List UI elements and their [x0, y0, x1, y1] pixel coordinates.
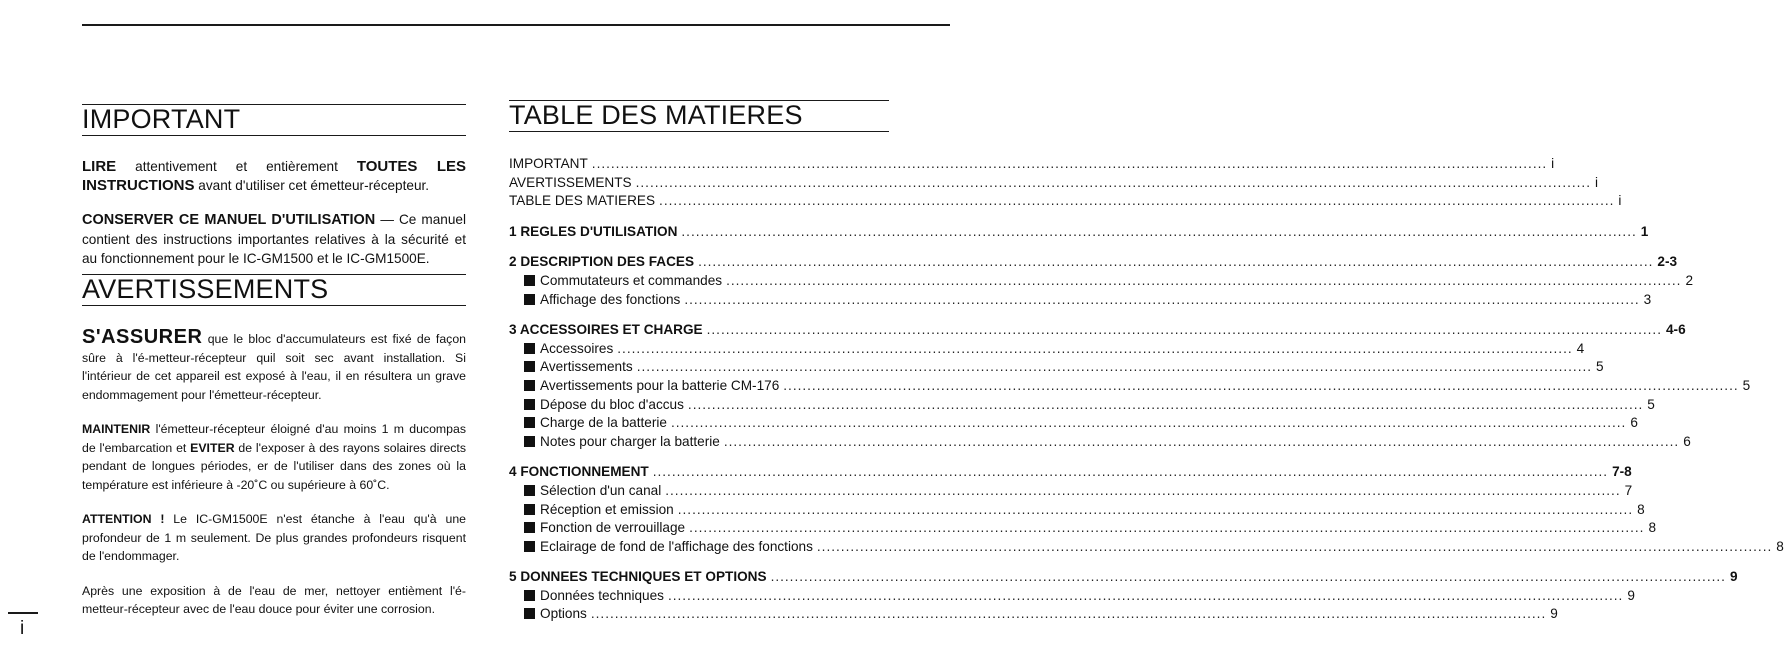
toc-entry[interactable]: [509, 358, 1604, 377]
p4-text-2: de l'exposer à des rayons solaires directs pendant de longues périodes, er de l'utiliser dans des zones où la température est inférieure à -20˚C ou supérieure à 60˚C.: [82, 440, 466, 492]
page-number-rule: [8, 612, 38, 614]
toc-leader-dots: ........................................................................................................................................................................................................: [681, 223, 1637, 239]
toc-entry-text: Eclairage de fond de l'affichage des fonctions: [540, 538, 813, 554]
square-bullet-icon: [524, 343, 535, 354]
toc-entry[interactable]: [509, 291, 1652, 310]
toc-entry-page: 5: [1647, 396, 1655, 412]
toc-entry[interactable]: [509, 192, 1622, 211]
toc-entry-text: Options: [540, 606, 587, 622]
toc-leader-dots: ........................................................................................................................................................................................................: [665, 482, 1621, 498]
toc-entry[interactable]: [509, 174, 1599, 193]
toc-entry[interactable]: [509, 433, 1691, 452]
toc-entry-text: Commutateurs et commandes: [540, 272, 723, 288]
toc-entry-page: 8: [1776, 538, 1784, 554]
toc-leader-dots: ........................................................................................................................................................................................................: [659, 193, 1615, 209]
toc-entry-page: 2: [1685, 272, 1693, 288]
toc-entry[interactable]: [509, 587, 1635, 606]
square-bullet-icon: [524, 380, 535, 391]
toc-entry-label: [524, 358, 633, 377]
toc-entry[interactable]: [509, 340, 1585, 359]
toc-entry-label: [509, 155, 588, 174]
toc-leader-dots: ........................................................................................................................................................................................................: [723, 433, 1680, 449]
toc-leader-dots: ........................................................................................................................................................................................................: [726, 272, 1682, 288]
square-bullet-icon: [524, 436, 535, 447]
toc-leader-dots: ........................................................................................................................................................................................................: [698, 254, 1654, 270]
toc-entry[interactable]: [509, 538, 1784, 557]
toc-entry-page: 7-8: [1612, 464, 1632, 480]
square-bullet-icon: [524, 294, 535, 305]
toc-entry-label: [509, 223, 677, 242]
toc-entry-label: [524, 414, 667, 433]
toc-entry-page: i: [1594, 174, 1599, 190]
square-bullet-icon: [524, 522, 535, 533]
toc-list: [509, 155, 1784, 624]
toc-leader-dots: ........................................................................................................................................................................................................: [652, 464, 1609, 480]
toc-entry-text: Accessoires: [540, 340, 614, 356]
toc-entry-text: Avertissements: [540, 359, 633, 375]
toc-entry-page: 8: [1648, 520, 1657, 536]
toc-entry-page: 4: [1576, 340, 1585, 356]
toc-entry-label: [524, 396, 684, 415]
square-bullet-icon: [524, 399, 535, 410]
square-bullet-icon: [524, 590, 535, 601]
toc-entry-page: 5: [1742, 377, 1751, 393]
square-bullet-icon: [524, 417, 535, 428]
attention-keyword: ATTENTION !: [82, 512, 165, 526]
square-bullet-icon: [524, 485, 535, 496]
toc-entry-text: IMPORTANT: [509, 156, 588, 171]
p4-text-1: l'émetteur-récepteur éloigné d'au moins 1 m ducompas de l'embarcation et: [82, 422, 466, 455]
toc-entry-page: 1: [1640, 223, 1649, 239]
toc-leader-dots: ........................................................................................................................................................................................................: [636, 359, 1593, 375]
toc-gap: [509, 241, 889, 253]
toc-leader-dots: ........................................................................................................................................................................................................: [687, 396, 1644, 412]
toc-entry-label: [509, 174, 632, 193]
toc-entry[interactable]: [509, 482, 1633, 501]
toc-entry-label: [509, 463, 649, 482]
header-rule: [82, 24, 950, 26]
toc-leader-dots: ........................................................................................................................................................................................................: [706, 322, 1662, 338]
toc-entry-text: 1 REGLES D'UTILISATION: [509, 223, 678, 239]
left-column: [82, 104, 466, 619]
toc-entry-label: [524, 340, 613, 359]
toc-entry-label: [524, 482, 661, 501]
toc-entry-page: 6: [1683, 433, 1691, 449]
lire-keyword: LIRE: [82, 158, 117, 175]
toc-entry-text: Affichage des fonctions: [540, 291, 681, 307]
p5-text-1: Le IC-GM1500E n'est étanche à l'eau qu'à une profondeur de 1 m seulement. De plus grandes profondeurs risquent de l'endommager.: [82, 512, 466, 563]
important-paragraph-2: [82, 210, 466, 268]
toc-entry-label: [509, 192, 655, 211]
toc-entry-text: Avertissements pour la batterie CM-176: [540, 377, 780, 393]
toc-entry-text: 3 ACCESSOIRES ET CHARGE: [509, 322, 703, 338]
toutes-keyword: TOUTES LES INSTRUCTIONS: [82, 158, 466, 194]
right-column: [509, 100, 1784, 624]
p1-text-2: avant d'utiliser cet émetteur-récepteur.: [194, 178, 430, 193]
toc-entry-page: 9: [1729, 569, 1738, 585]
toc-entry-label: [524, 519, 685, 538]
toc-entry-page: 6: [1630, 415, 1638, 431]
toc-entry[interactable]: [509, 321, 1686, 340]
p2-text-1: — Ce manuel contient des instructions importantes relatives à la sécurité et au fonctionnement pour le IC-GM1500 et le IC-GM1500E.: [82, 212, 466, 266]
toc-leader-dots: ........................................................................................................................................................................................................: [670, 415, 1627, 431]
square-bullet-icon: [524, 504, 535, 515]
toc-entry-text: Réception et emission: [540, 501, 674, 517]
toc-entry[interactable]: [509, 519, 1657, 538]
toc-leader-dots: ........................................................................................................................................................................................................: [677, 501, 1634, 517]
toc-leader-dots: ........................................................................................................................................................................................................: [635, 174, 1591, 190]
toc-leader-dots: ........................................................................................................................................................................................................: [617, 340, 1573, 356]
p3-text-1: que le bloc d'accumulateurs est fixé de façon sûre à l'é-metteur-récepteur quil soit sec avant installation. Si l'intérieur de cet appareil est exposé à l'eau, il en résultera un grave endommagement pour l'émetteur-récepteur.: [82, 332, 466, 402]
eviter-keyword: EVITER: [190, 440, 235, 455]
toc-leader-dots: ........................................................................................................................................................................................................: [684, 291, 1640, 307]
toc-entry-text: AVERTISSEMENTS: [509, 174, 632, 190]
toc-entry[interactable]: [509, 253, 1678, 272]
toc-gap: [509, 211, 889, 223]
toc-entry-text: Dépose du bloc d'accus: [540, 396, 684, 412]
important-paragraph-1: [82, 157, 466, 195]
toc-entry[interactable]: [509, 501, 1645, 520]
toc-entry-text: 4 FONCTIONNEMENT: [509, 464, 649, 480]
toc-leader-dots: ........................................................................................................................................................................................................: [783, 377, 1739, 393]
toc-gap: [509, 451, 889, 463]
toc-entry-page: 5: [1596, 359, 1604, 375]
toc-entry-label: [524, 501, 674, 520]
toc-leader-dots: ........................................................................................................................................................................................................: [667, 587, 1624, 603]
toc-entry-text: TABLE DES MATIERES: [509, 193, 656, 209]
toc-entry-label: [524, 272, 722, 291]
toc-entry-page: 9: [1627, 587, 1635, 603]
conserver-keyword: CONSERVER CE MANUEL D'UTILISATION: [82, 212, 376, 228]
toc-entry[interactable]: [509, 223, 1649, 242]
toc-gap: [509, 309, 889, 321]
toc-entry[interactable]: [509, 155, 1555, 174]
maintenir-keyword: MAINTENIR: [82, 422, 151, 436]
toc-entry[interactable]: [509, 568, 1738, 587]
toc-heading: TABLE DES MATIERES: [509, 100, 889, 132]
sassurer-keyword: S'ASSURER: [82, 326, 203, 348]
important-heading: IMPORTANT: [82, 104, 466, 136]
square-bullet-icon: [524, 361, 535, 372]
avertissements-heading: AVERTISSEMENTS: [82, 274, 466, 306]
toc-entry-page: 9: [1550, 606, 1558, 622]
toc-gap: [509, 556, 889, 568]
warning-paragraph-1: [82, 328, 466, 404]
toc-leader-dots: ........................................................................................................................................................................................................: [590, 606, 1547, 622]
square-bullet-icon: [524, 541, 535, 552]
toc-entry-text: Sélection d'un canal: [540, 482, 662, 498]
toc-leader-dots: ........................................................................................................................................................................................................: [816, 538, 1773, 554]
square-bullet-icon: [524, 275, 535, 286]
toc-entry[interactable]: [509, 605, 1558, 624]
toc-entry-text: Charge de la batterie: [540, 415, 667, 431]
toc-entry-page: 4-6: [1665, 322, 1686, 338]
toc-entry-page: 8: [1637, 501, 1645, 517]
warning-paragraph-2: [82, 420, 466, 494]
toc-entry-label: [509, 321, 703, 340]
toc-entry-text: 2 DESCRIPTION DES FACES: [509, 254, 695, 270]
toc-entry-label: [524, 538, 813, 557]
p1-text-1: attentivement et entièrement: [116, 159, 357, 174]
warning-paragraph-3: [82, 510, 466, 566]
toc-entry-page: i: [1551, 156, 1555, 171]
toc-entry-text: 5 DONNEES TECHNIQUES ET OPTIONS: [509, 569, 767, 585]
toc-entry-page: i: [1618, 193, 1622, 209]
square-bullet-icon: [524, 608, 535, 619]
toc-entry[interactable]: [509, 414, 1638, 433]
toc-entry-text: Notes pour charger la batterie: [540, 433, 720, 449]
toc-leader-dots: ........................................................................................................................................................................................................: [689, 520, 1645, 536]
toc-entry-page: 3: [1643, 291, 1652, 307]
toc-leader-dots: ........................................................................................................................................................................................................: [591, 156, 1548, 171]
toc-entry-page: 7: [1624, 482, 1633, 498]
toc-entry-text: Fonction de verrouillage: [540, 520, 686, 536]
toc-entry[interactable]: [509, 272, 1693, 291]
toc-entry[interactable]: [509, 377, 1751, 396]
toc-entry-label: [524, 291, 680, 310]
toc-leader-dots: ........................................................................................................................................................................................................: [770, 569, 1726, 585]
toc-entry-label: [509, 568, 767, 587]
toc-entry-label: [524, 605, 587, 624]
toc-entry-label: [524, 377, 779, 396]
toc-entry[interactable]: [509, 396, 1655, 415]
toc-entry-text: Données techniques: [540, 587, 664, 603]
toc-entry[interactable]: [509, 463, 1632, 482]
page-number: i: [20, 618, 25, 639]
toc-entry-page: 2-3: [1657, 254, 1678, 270]
toc-entry-label: [509, 253, 694, 272]
toc-entry-label: [524, 433, 720, 452]
toc-entry-label: [524, 587, 664, 606]
warning-paragraph-4: Après une exposition à de l'eau de mer, nettoyer entièment l'é-metteur-récepteur avec de l'eau douce pour éviter une corrosion.: [82, 583, 466, 616]
